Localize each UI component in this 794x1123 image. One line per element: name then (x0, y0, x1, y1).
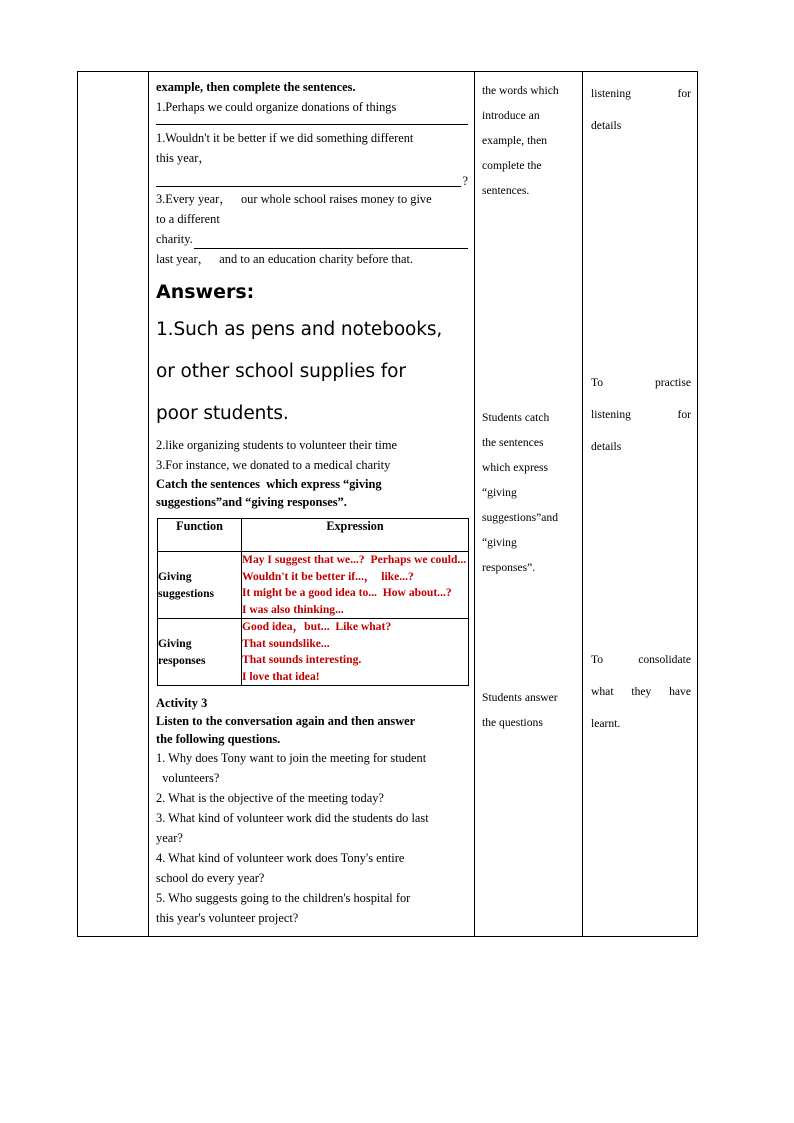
activity3-question-line: this year's volunteer project? (156, 911, 299, 925)
purpose-word: consolidate (638, 653, 691, 666)
purpose-word: have (669, 685, 691, 698)
purpose-word: listening (591, 87, 631, 100)
student-activity-line: sentences. (482, 184, 530, 197)
fe-expression-line: That soundslike... (242, 636, 330, 650)
answer-blank-rule-1 (156, 124, 468, 125)
purpose-word: To (591, 376, 604, 389)
answer-small-line-1: 2.like organizing students to volunteer their time (156, 438, 397, 452)
student-activity-line: “giving (482, 486, 517, 499)
stage-column-cell (78, 72, 149, 937)
teaching-content-body (149, 72, 474, 936)
fe-header-function: Function (158, 519, 242, 552)
purpose-block-3 (591, 644, 691, 740)
student-activity-line: example, then (482, 134, 548, 147)
fe-function-line-1: Giving (158, 570, 192, 583)
student-activity-spacer-1 (482, 203, 577, 405)
fe-expression-line: It might be a good idea to... How about...? (242, 586, 452, 599)
answers-heading: Answers: (156, 281, 255, 303)
stage-column-content (78, 72, 148, 85)
student-activity-block-2 (482, 405, 577, 580)
fe-expression-line: Wouldn't it be better if...， like...? (242, 569, 414, 583)
content-line-1: 1.Perhaps we could organize donations of things (156, 100, 397, 114)
fe-header-row (158, 519, 469, 552)
teaching-content-cell (149, 72, 475, 937)
activity3-question-line: year? (156, 831, 183, 845)
purpose-justified-line (591, 676, 691, 708)
lesson-plan-table (77, 71, 698, 937)
purpose-justified-line (591, 644, 691, 676)
purpose-spacer-2 (591, 463, 691, 644)
student-activity-block-1 (482, 78, 577, 203)
student-activity-line: “giving (482, 536, 517, 549)
fe-expression-line: That sounds interesting. (242, 653, 362, 666)
purpose-last-line: details (591, 119, 622, 132)
student-activity-line: the words which (482, 84, 559, 97)
activity3-question-line: 1. Why does Tony want to join the meeting for student (156, 751, 427, 765)
purpose-justified-line (591, 399, 691, 431)
purpose-block-1 (591, 78, 691, 142)
fe-function-giving-suggestions (158, 552, 242, 619)
student-activity-block-3 (482, 685, 577, 735)
purpose-body (583, 72, 697, 746)
fe-expression-line: I was also thinking... (242, 602, 344, 616)
answer-blank-rule-2 (156, 174, 468, 187)
activity3-title: Activity 3 (156, 696, 208, 710)
fe-expression-giving-responses (242, 619, 469, 686)
purpose-word: To (591, 653, 604, 666)
purpose-word: practise (654, 376, 691, 389)
fe-row-giving-responses (158, 619, 469, 686)
charity-blank-fill (194, 235, 468, 249)
student-activity-cell (475, 72, 583, 937)
answer-blank-question-mark: ? (462, 174, 468, 188)
purpose-justified-line (591, 78, 691, 110)
activity3-question-line: 3. What kind of volunteer work did the students do last (156, 811, 429, 825)
fe-function-line-1: Giving (158, 637, 192, 650)
answer-big-line-2: or other school supplies for (156, 361, 406, 382)
student-activity-line: the sentences (482, 436, 544, 449)
purpose-justified-line (591, 367, 691, 399)
purpose-word: for (677, 408, 691, 421)
purpose-spacer-1 (591, 142, 691, 367)
activity3-question-line: volunteers? (156, 771, 220, 785)
content-line-6: last year， and to an education charity before that. (156, 252, 414, 266)
purpose-word: they (631, 685, 652, 698)
purpose-last-line: learnt. (591, 717, 621, 730)
activity3-question-line: school do every year? (156, 871, 265, 885)
catch-instruction-line-1: Catch the sentences which express “giving (156, 477, 382, 491)
activity3-instruction-line-1: Listen to the conversation again and then answer (156, 714, 416, 728)
answer-blank-fill (156, 174, 461, 187)
fe-row-giving-suggestions (158, 552, 469, 619)
student-activity-line: introduce an (482, 109, 540, 122)
answer-small-line-2: 3.For instance, we donated to a medical charity (156, 458, 391, 472)
student-activity-line: responses”. (482, 561, 536, 574)
fe-function-giving-responses (158, 619, 242, 686)
activity3-question-line: 4. What kind of volunteer work does Tony's entire (156, 851, 405, 865)
answer-blank-rule-3 (156, 229, 468, 249)
student-activity-line: complete the (482, 159, 542, 172)
student-activity-line: Students answer (482, 691, 558, 704)
purpose-last-line: details (591, 440, 622, 453)
purpose-cell (583, 72, 698, 937)
student-activity-line: Students catch (482, 411, 550, 424)
fe-function-line-2: suggestions (158, 587, 215, 600)
fe-expression-giving-suggestions (242, 552, 469, 619)
charity-label: charity. (156, 232, 193, 246)
student-activity-spacer-2 (482, 580, 577, 685)
purpose-word: what (591, 685, 614, 698)
student-activity-line: suggestions”and (482, 511, 558, 524)
content-line-2: 1.Wouldn't it be better if we did something different (156, 131, 414, 145)
fe-expression-line: I love that idea! (242, 669, 320, 683)
student-activity-body (475, 72, 582, 741)
answer-big-line-3: poor students. (156, 403, 289, 424)
purpose-block-2 (591, 367, 691, 463)
activity3-question-line: 5. Who suggests going to the children's hospital for (156, 891, 411, 905)
content-line-4: 3.Every year， our whole school raises money to give (156, 192, 432, 206)
content-line-3: this year， (156, 151, 211, 165)
content-line-5: to a different (156, 212, 220, 226)
function-expression-table (157, 518, 469, 686)
table-row (78, 72, 698, 937)
fe-header-expression: Expression (242, 519, 469, 552)
fe-function-line-2: responses (158, 654, 206, 667)
catch-instruction-line-2: suggestions”and “giving responses”. (156, 495, 347, 509)
student-activity-line: the questions (482, 716, 543, 729)
activity2-heading: example, then complete the sentences. (156, 80, 356, 94)
fe-expression-line: Good idea，but... Like what? (242, 620, 392, 633)
purpose-word: for (677, 87, 691, 100)
activity3-question-line: 2. What is the objective of the meeting today? (156, 791, 384, 805)
fe-expression-line: May I suggest that we...? Perhaps we could... (242, 553, 467, 566)
student-activity-line: which express (482, 461, 549, 474)
purpose-word: listening (591, 408, 631, 421)
answer-big-line-1: 1.Such as pens and notebooks, (156, 319, 443, 340)
activity3-instruction-line-2: the following questions. (156, 732, 281, 746)
